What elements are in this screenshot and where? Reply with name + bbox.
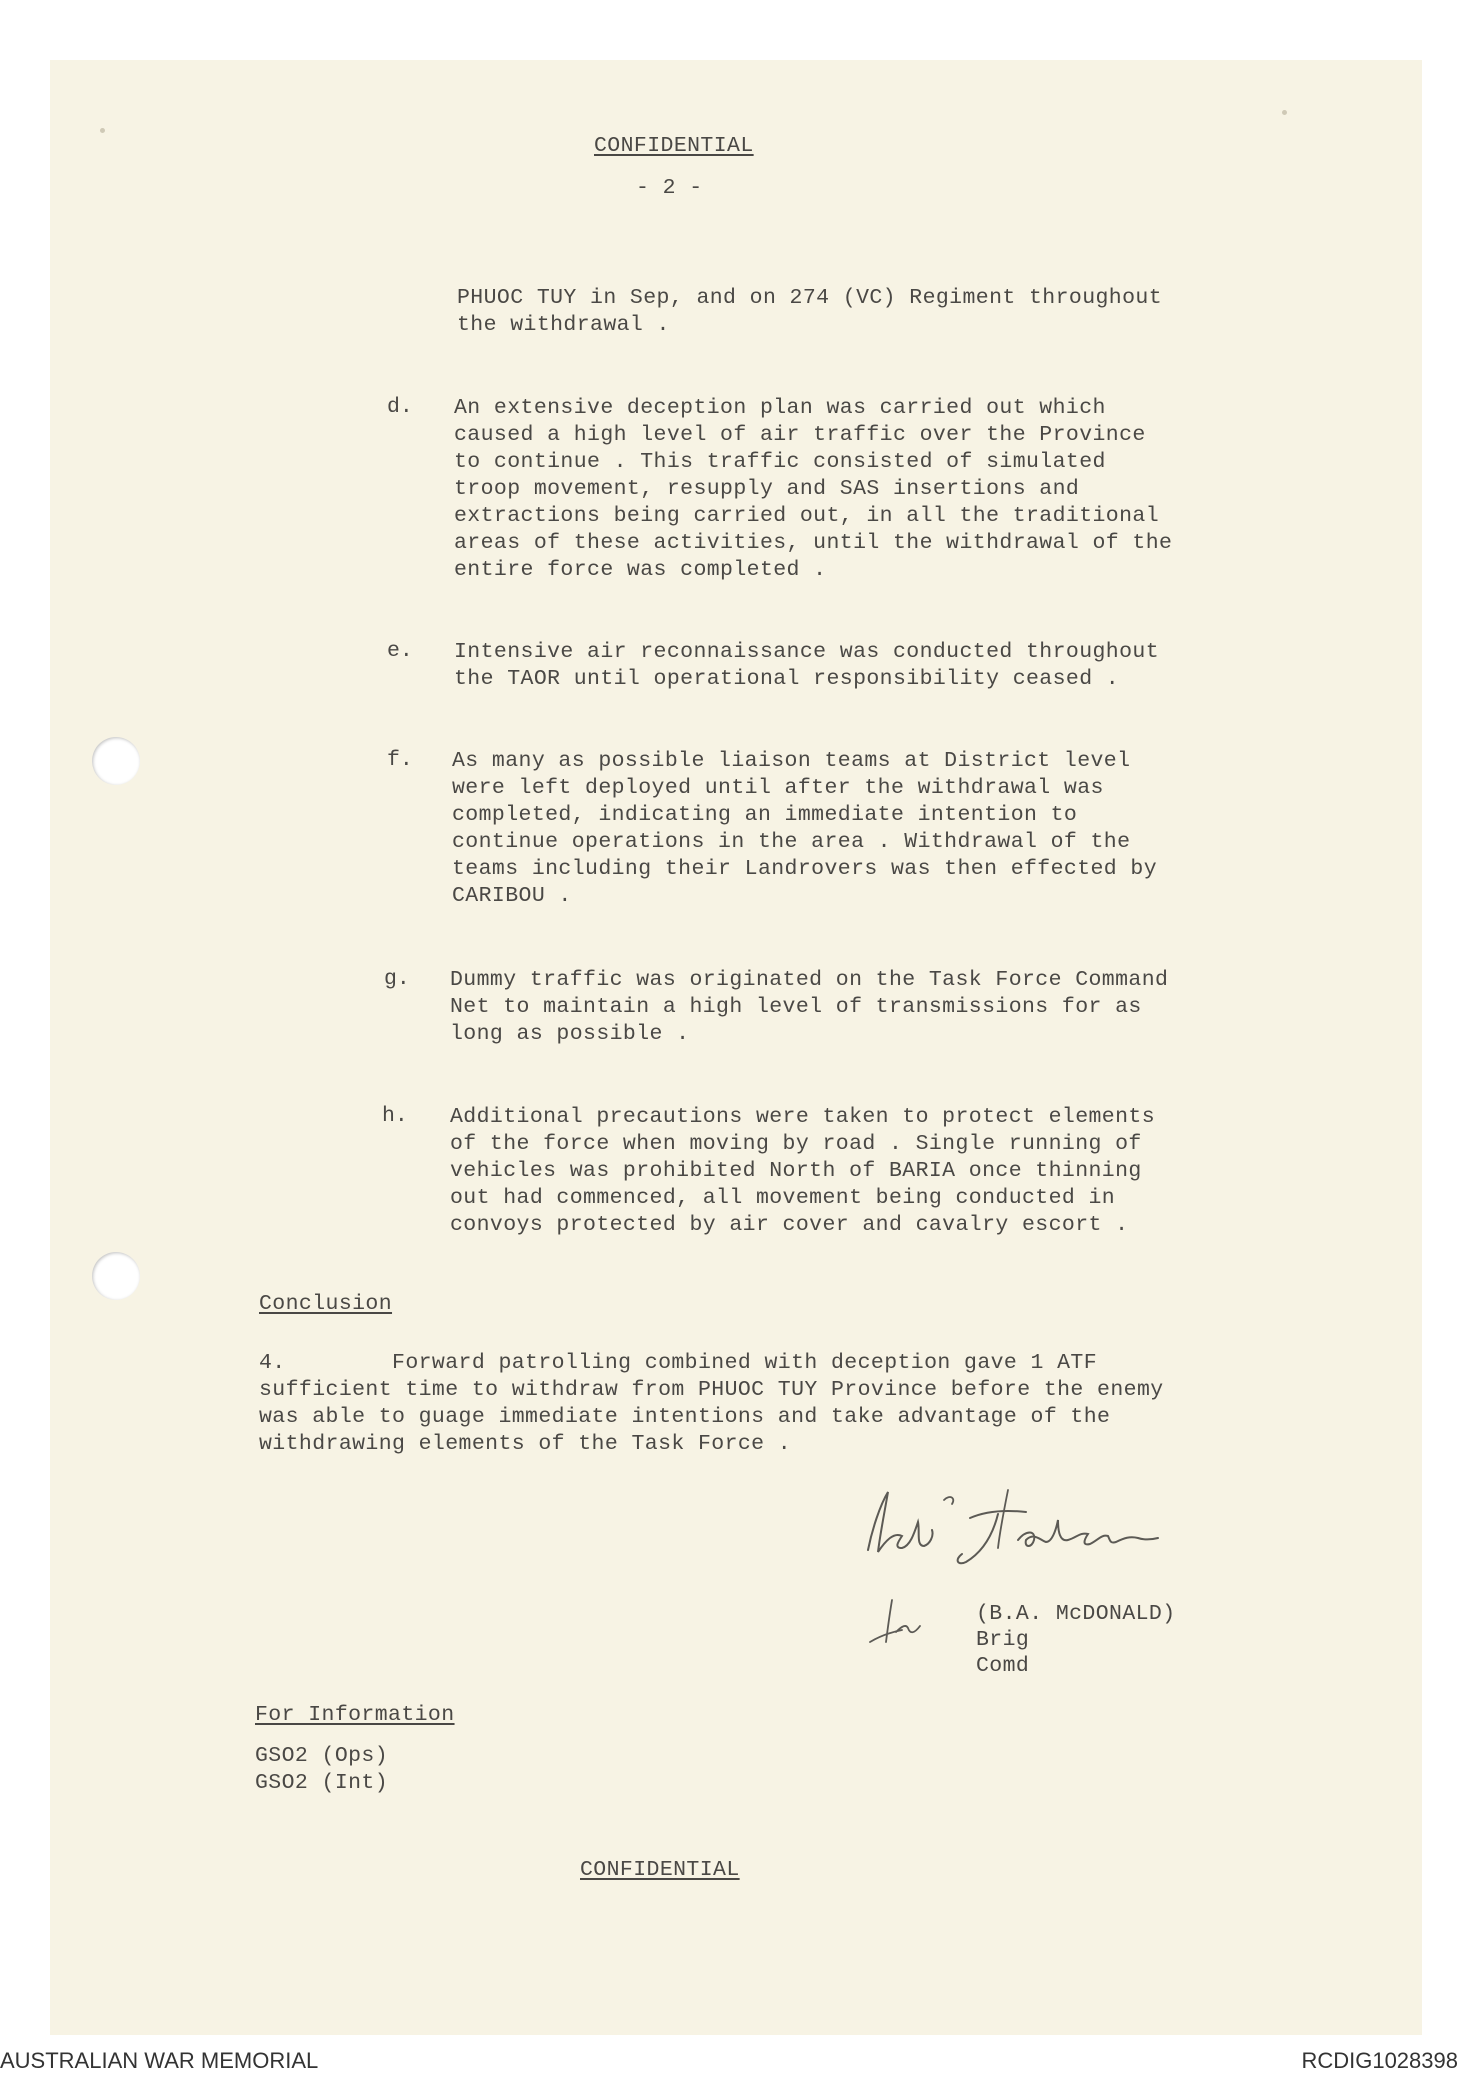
item-paragraph-e [454, 639, 1159, 693]
text-line: completed, indicating an immediate intention to [452, 803, 1078, 827]
text-line: entire force was completed . [454, 558, 827, 582]
text-line: extractions being carried out, in all the traditional [454, 504, 1160, 528]
punch-hole-lower [92, 1252, 140, 1300]
text-line: vehicles was prohibited North of BARIA once thinning [450, 1159, 1142, 1183]
text-line: CARIBOU . [452, 884, 572, 908]
text-line: 4. Forward patrolling combined with deception gave 1 ATF [259, 1351, 1098, 1375]
paper-speck [100, 128, 105, 133]
text-line: Intensive air reconnaissance was conducted throughout [454, 640, 1160, 664]
item-letter-g: g. [384, 967, 410, 991]
archive-institution: AUSTRALIAN WAR MEMORIAL [0, 2048, 319, 2073]
signatory-appointment: Comd [976, 1654, 1030, 1678]
text-line: troop movement, resupply and SAS insertions and [454, 477, 1080, 501]
distribution-item: GSO2 (Int) [255, 1771, 389, 1795]
text-line: the withdrawal . [457, 313, 670, 337]
conclusion-paragraph [259, 1350, 1164, 1458]
text-line: withdrawing elements of the Task Force . [259, 1432, 792, 1456]
text-line: continue operations in the area . Withdrawal of the [452, 830, 1131, 854]
text-line: out had commenced, all movement being conducted in [450, 1186, 1116, 1210]
text-line: Net to maintain a high level of transmissions for as [450, 995, 1142, 1019]
handwritten-initials [866, 1592, 936, 1652]
page-number: - 2 - [636, 176, 703, 200]
text-line: teams including their Landrovers was then effected by [452, 857, 1158, 881]
text-line: was able to guage immediate intentions and take advantage of the [259, 1405, 1111, 1429]
signatory-name: (B.A. McDONALD) [976, 1602, 1176, 1626]
item-letter-h: h. [382, 1104, 408, 1128]
text-line: sufficient time to withdraw from PHUOC TUY Province before the enemy [259, 1378, 1164, 1402]
item-letter-d: d. [387, 395, 413, 419]
item-letter-e: e. [387, 639, 413, 663]
text-line: An extensive deception plan was carried out which [454, 396, 1106, 420]
text-line: As many as possible liaison teams at District level [452, 749, 1131, 773]
text-line: were left deployed until after the withdrawal was [452, 776, 1104, 800]
conclusion-heading: Conclusion [259, 1292, 393, 1316]
continuation-paragraph [457, 285, 1162, 339]
text-line: Additional precautions were taken to protect elements [450, 1105, 1156, 1129]
item-paragraph-f [452, 748, 1157, 910]
archive-reference: RCDIG1028398 [1301, 2048, 1458, 2073]
text-line: PHUOC TUY in Sep, and on 274 (VC) Regiment throughout [457, 286, 1163, 310]
signatory-rank: Brig [976, 1628, 1030, 1652]
distribution-item: GSO2 (Ops) [255, 1744, 389, 1768]
distribution-list [255, 1743, 388, 1797]
text-line: to continue . This traffic consisted of simulated [454, 450, 1106, 474]
text-line: long as possible . [450, 1022, 690, 1046]
text-line: convoys protected by air cover and cavalry escort . [450, 1213, 1129, 1237]
header-classification: CONFIDENTIAL [594, 134, 754, 158]
distribution-heading: For Information [255, 1703, 455, 1727]
paper-speck [1282, 110, 1287, 115]
footer-classification: CONFIDENTIAL [580, 1858, 740, 1882]
text-line: of the force when moving by road . Single running of [450, 1132, 1142, 1156]
item-paragraph-g [450, 967, 1168, 1048]
item-paragraph-h [450, 1104, 1155, 1239]
item-letter-f: f. [387, 748, 413, 772]
item-paragraph-d [454, 395, 1172, 584]
text-line: areas of these activities, until the withdrawal of the [454, 531, 1173, 555]
text-line: the TAOR until operational responsibility ceased . [454, 667, 1120, 691]
text-line: caused a high level of air traffic over the Province [454, 423, 1146, 447]
text-line: Dummy traffic was originated on the Task Force Command [450, 968, 1169, 992]
handwritten-signature [858, 1470, 1188, 1580]
punch-hole-upper [92, 737, 140, 785]
